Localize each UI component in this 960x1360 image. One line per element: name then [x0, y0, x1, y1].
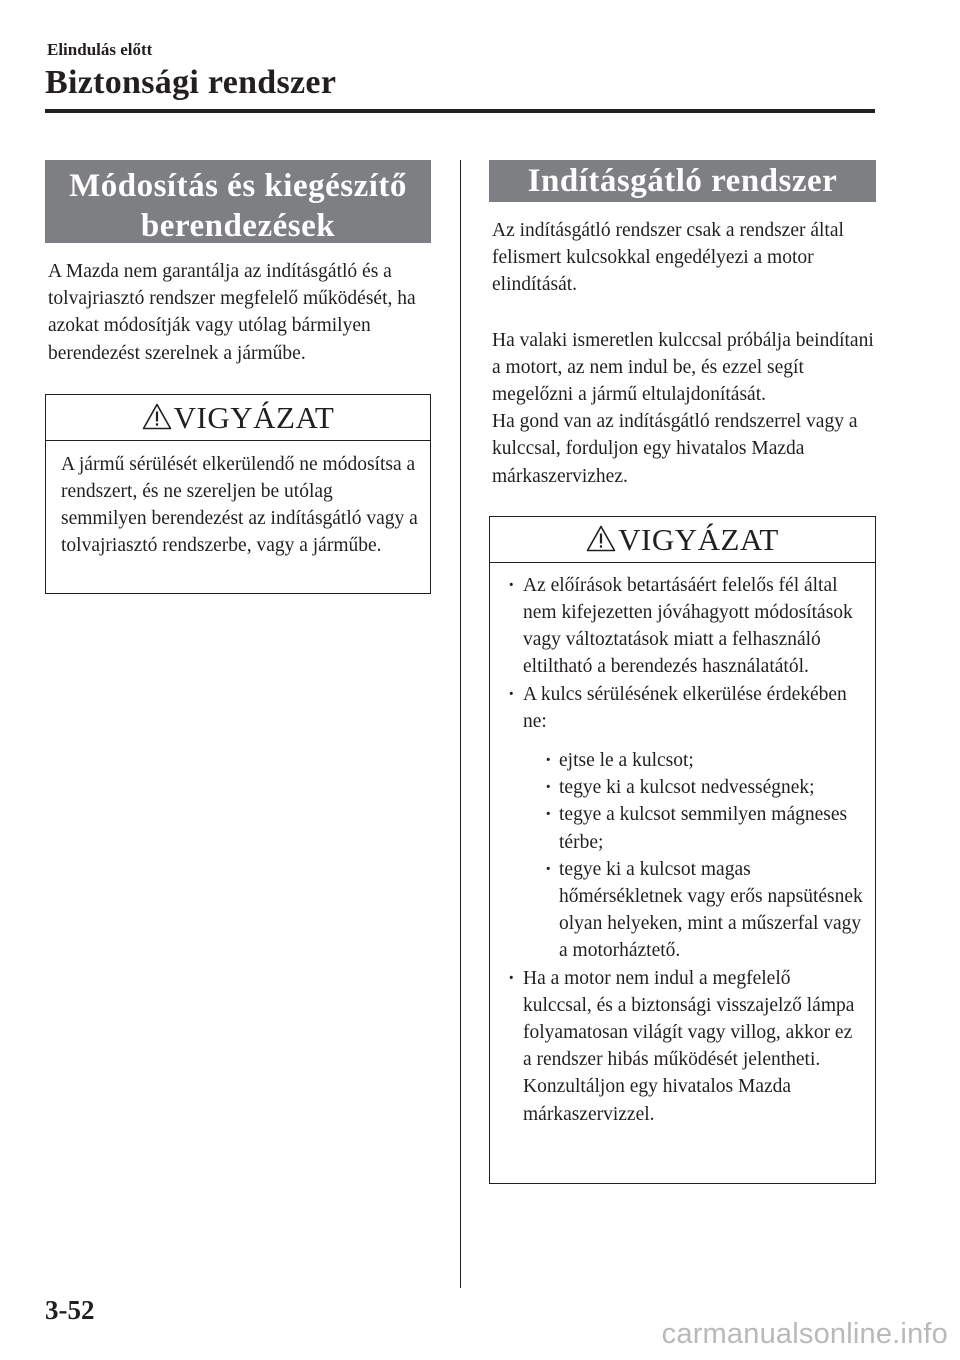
list-item-with-sublist — [506, 681, 863, 965]
sub-list-item: · ejtse le a kulcsot; — [543, 747, 863, 774]
caution-title-left: VIGYÁZAT — [173, 399, 335, 435]
caution-header-left — [46, 395, 430, 441]
list-item-text: A kulcs sérülésének elkerülése érdekében ne: — [523, 683, 847, 732]
modification-heading-line1: Módosítás és kiegészítő — [69, 168, 407, 204]
immobilizer-paragraph-3: Ha gond van az indításgátló rendszerrel vagy a kulccsal, forduljon egy hivatalos Mazda márkaszervizhez. — [492, 411, 858, 487]
list-item: · Ha a motor nem indul a megfelelő kulccsal, és a biztonsági visszajelző lámpa folyamatosan világít vagy villog, akkor ez a rendszer hibás működését jelentheti. Konzultáljon egy hivatalos Mazda márkaszervizzel. — [506, 965, 863, 1128]
section-title: Biztonsági rendszer — [45, 64, 337, 101]
caution-body-right — [490, 563, 875, 1128]
immobilizer-paragraph-1: Az indításgátló rendszer csak a rendszer által felismert kulcsokkal engedélyezi a motor elindítását. — [492, 220, 844, 296]
column-divider — [460, 160, 461, 1288]
sub-list-item: · tegye ki a kulcsot nedvességnek; — [543, 774, 863, 801]
left-column — [45, 160, 431, 594]
warning-triangle-icon — [142, 403, 172, 430]
modification-paragraph: A Mazda nem garantálja az indításgátló és a tolvajriasztó rendszer megfelelő működését, ha azokat módosítják vagy utólag bármilyen berendezést szerelnek a járműbe. — [48, 261, 416, 364]
sub-list-item: · tegye ki a kulcsot magas hőmérsékletnek vagy erős napsütésnek olyan helyeken, mint a műszerfal vagy a motorháztető. — [543, 856, 863, 965]
header-rule — [45, 109, 875, 113]
sub-list-item: · tegye a kulcsot semmilyen mágneses térbe; — [543, 801, 863, 855]
warning-triangle-icon — [586, 525, 616, 552]
caution-header-right — [490, 517, 875, 563]
list-item: · Az előírások betartásáért felelős fél által nem kifejezetten jóváhagyott módosítások vagy változtatások miatt a felhasználó eltiltható a berendezés használatától. — [506, 572, 863, 681]
caution-box-right — [489, 516, 876, 1184]
page-number: 3-52 — [45, 1295, 95, 1325]
chapter-label: Elindulás előtt — [47, 40, 153, 59]
modification-heading — [45, 160, 431, 243]
modification-heading-line2: berendezések — [140, 208, 336, 244]
watermark-link[interactable]: carmanualsonline.info — [661, 1318, 948, 1350]
caution-box-left — [45, 394, 431, 594]
caution-list — [506, 572, 863, 1128]
caution-title-right: VIGYÁZAT — [618, 521, 779, 557]
caution-sublist — [543, 747, 863, 965]
immobilizer-heading: Indításgátló rendszer — [489, 160, 876, 202]
caution-text-left: A jármű sérülését elkerülendő ne módosítsa a rendszert, és ne szereljen be utólag semmilyen berendezést az indításgátló vagy a tolvajriasztó rendszerbe, vagy a járműbe. — [61, 453, 418, 557]
right-column — [489, 160, 876, 1184]
immobilizer-paragraph-2: Ha valaki ismeretlen kulccsal próbálja beindítani a motort, az nem indul be, és ezzel segít megelőzni a jármű eltulajdonítását. — [492, 329, 874, 406]
